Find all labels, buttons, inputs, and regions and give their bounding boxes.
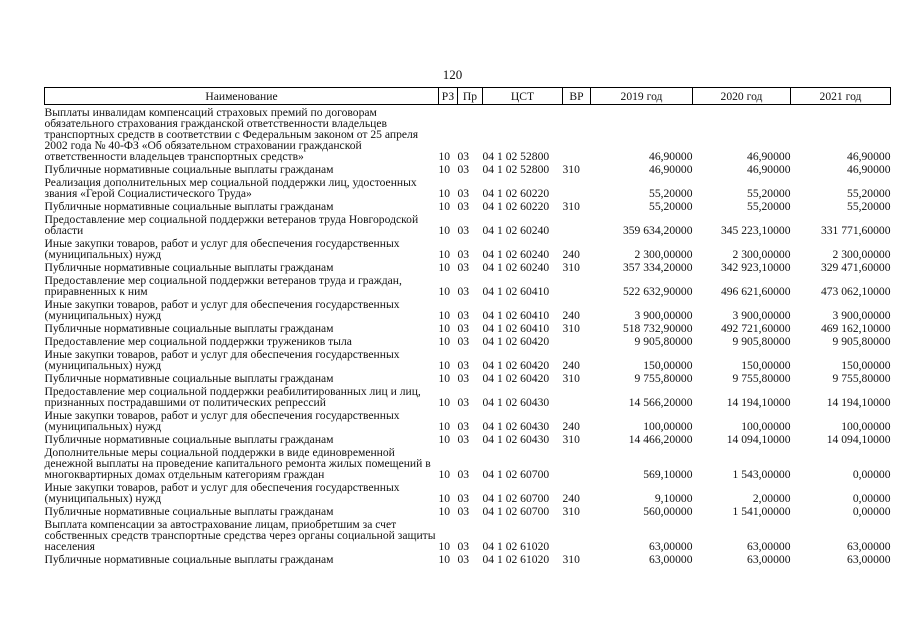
row-cst: 04 1 02 60240 [482,224,550,237]
row-rz: 10 [438,372,451,385]
row-rz: 10 [438,420,451,433]
row-pr: 03 [457,433,470,446]
row-vr: 240 [562,359,580,372]
column-header-vr: ВР [563,88,591,105]
row-rz: 10 [438,553,451,566]
row-rz: 10 [438,187,451,200]
row-vr [563,445,591,480]
table-row [45,260,891,273]
table-row [45,371,891,384]
row-value-2021: 63,00000 [847,540,891,553]
row-value-2019: 55,20000 [649,187,693,200]
row-vr: 240 [562,248,580,261]
row-name: Иные закупки товаров, работ и услуг для обеспечения государственных (муниципальных) нужд [44,481,400,505]
table-row [45,212,891,236]
row-value-2019: 14 566,20000 [628,396,693,409]
table-row [45,432,891,445]
row-value-2019: 522 632,90000 [622,285,693,298]
row-vr: 310 [562,261,580,274]
row-name: Публичные нормативные социальные выплаты гражданам [44,163,334,176]
row-name: Предоставление мер социальной поддержки реабилитированных лиц и лиц, признанных пострадавшими от политических репрессий [44,385,421,409]
row-value-2021: 0,00000 [852,505,891,518]
row-value-2019: 569,10000 [643,468,693,481]
row-value-2020: 3 900,00000 [732,309,791,322]
row-value-2021: 3 900,00000 [832,309,891,322]
row-pr: 03 [457,359,470,372]
row-pr: 03 [457,505,470,518]
table-row [45,480,891,504]
row-vr: 310 [562,505,580,518]
row-pr: 03 [457,150,470,163]
row-value-2020: 9 755,80000 [732,372,791,385]
row-vr: 310 [562,322,580,335]
table-row [45,236,891,260]
row-value-2019: 63,00000 [649,553,693,566]
row-vr [563,212,591,236]
column-header-2020: 2020 год [693,88,791,105]
row-name: Иные закупки товаров, работ и услуг для обеспечения государственных (муниципальных) нужд [44,237,400,261]
row-name: Публичные нормативные социальные выплаты гражданам [44,200,334,213]
row-vr [563,334,591,347]
row-rz: 10 [438,248,451,261]
row-rz: 10 [438,163,451,176]
row-rz: 10 [438,322,451,335]
row-value-2019: 9,10000 [654,492,693,505]
column-header-cst: ЦСТ [483,88,563,105]
row-name: Публичные нормативные социальные выплаты гражданам [44,372,334,385]
row-cst: 04 1 02 60420 [482,372,550,385]
table-row [45,297,891,321]
row-value-2019: 9 905,80000 [634,335,693,348]
row-vr [563,105,591,163]
row-pr: 03 [457,396,470,409]
row-name: Предоставление мер социальной поддержки ветеранов труда Новгородской области [44,213,419,237]
row-rz: 10 [438,505,451,518]
row-value-2021: 63,00000 [847,553,891,566]
row-value-2020: 1 541,00000 [732,505,791,518]
row-rz: 10 [438,200,451,213]
table-row [45,273,891,297]
row-pr: 03 [457,163,470,176]
row-value-2020: 55,20000 [747,200,791,213]
row-pr: 03 [457,468,470,481]
row-value-2021: 150,00000 [841,359,891,372]
row-name: Предоставление мер социальной поддержки тружеников тыла [44,335,352,348]
table-row [45,408,891,432]
row-name: Публичные нормативные социальные выплаты гражданам [44,261,334,274]
row-rz: 10 [438,335,451,348]
row-value-2019: 14 466,20000 [628,433,693,446]
budget-table [44,87,891,565]
row-cst: 04 1 02 60430 [482,396,550,409]
row-value-2021: 9 755,80000 [832,372,891,385]
row-value-2020: 342 923,10000 [720,261,791,274]
row-pr: 03 [457,200,470,213]
row-pr: 03 [457,224,470,237]
row-vr [563,273,591,297]
row-value-2020: 100,00000 [741,420,791,433]
table-row [45,199,891,212]
row-value-2021: 2 300,00000 [832,248,891,261]
table-row [45,504,891,517]
row-value-2019: 63,00000 [649,540,693,553]
row-value-2019: 46,90000 [649,150,693,163]
table-row [45,347,891,371]
row-rz: 10 [438,285,451,298]
row-cst: 04 1 02 52800 [482,163,550,176]
row-rz: 10 [438,468,451,481]
row-cst: 04 1 02 60700 [482,492,550,505]
row-value-2020: 46,90000 [747,163,791,176]
row-value-2021: 331 771,60000 [820,224,891,237]
row-rz: 10 [438,261,451,274]
table-row [45,334,891,347]
row-pr: 03 [457,309,470,322]
row-value-2020: 14 194,10000 [726,396,791,409]
column-header-2019: 2019 год [591,88,693,105]
row-name: Предоставление мер социальной поддержки ветеранов труда и граждан, приравненных к ним [44,274,402,298]
table-row [45,445,891,480]
row-name: Публичные нормативные социальные выплаты гражданам [44,322,334,335]
row-value-2020: 150,00000 [741,359,791,372]
row-name: Реализация дополнительных мер социальной поддержки лиц, удостоенных звания «Герой Социалистического Труда» [44,176,417,200]
row-cst: 04 1 02 60430 [482,420,550,433]
row-value-2020: 63,00000 [747,553,791,566]
row-rz: 10 [438,309,451,322]
row-name: Иные закупки товаров, работ и услуг для обеспечения государственных (муниципальных) нужд [44,348,400,372]
row-cst: 04 1 02 60420 [482,335,550,348]
row-value-2020: 492 721,60000 [720,322,791,335]
row-vr: 240 [562,309,580,322]
table-row [45,517,891,552]
row-value-2021: 14 094,10000 [826,433,891,446]
row-cst: 04 1 02 60240 [482,261,550,274]
row-rz: 10 [438,224,451,237]
row-pr: 03 [457,248,470,261]
row-value-2020: 14 094,10000 [726,433,791,446]
row-value-2020: 2 300,00000 [732,248,791,261]
row-pr: 03 [457,420,470,433]
row-value-2021: 469 162,10000 [820,322,891,335]
row-value-2020: 345 223,10000 [720,224,791,237]
row-vr: 310 [562,372,580,385]
row-value-2019: 2 300,00000 [634,248,693,261]
row-cst: 04 1 02 60240 [482,248,550,261]
row-value-2021: 0,00000 [852,492,891,505]
row-pr: 03 [457,261,470,274]
row-vr [563,517,591,552]
row-vr [563,175,591,199]
row-rz: 10 [438,433,451,446]
row-cst: 04 1 02 60220 [482,187,550,200]
column-header-pr: Пр [458,88,483,105]
row-name: Иные закупки товаров, работ и услуг для обеспечения государственных (муниципальных) нужд [44,409,400,433]
row-rz: 10 [438,540,451,553]
table-row [45,384,891,408]
row-pr: 03 [457,187,470,200]
row-value-2019: 3 900,00000 [634,309,693,322]
row-vr: 310 [562,163,580,176]
table-row [45,162,891,175]
row-name: Иные закупки товаров, работ и услуг для обеспечения государственных (муниципальных) нужд [44,298,400,322]
table-body [45,105,891,566]
row-pr: 03 [457,285,470,298]
row-value-2021: 473 062,10000 [820,285,891,298]
row-value-2019: 55,20000 [649,200,693,213]
row-cst: 04 1 02 60430 [482,433,550,446]
row-rz: 10 [438,150,451,163]
row-cst: 04 1 02 60410 [482,285,550,298]
row-value-2021: 14 194,10000 [826,396,891,409]
row-value-2021: 46,90000 [847,150,891,163]
column-header-2021: 2021 год [791,88,891,105]
row-name: Публичные нормативные социальные выплаты гражданам [44,553,334,566]
row-value-2020: 9 905,80000 [732,335,791,348]
row-pr: 03 [457,540,470,553]
row-cst: 04 1 02 52800 [482,150,550,163]
row-value-2021: 329 471,60000 [820,261,891,274]
row-value-2020: 1 543,00000 [732,468,791,481]
row-cst: 04 1 02 60420 [482,359,550,372]
row-cst: 04 1 02 60700 [482,505,550,518]
row-value-2020: 496 621,60000 [720,285,791,298]
row-cst: 04 1 02 60410 [482,322,550,335]
row-cst: 04 1 02 61020 [482,553,550,566]
row-value-2020: 2,00000 [752,492,791,505]
row-cst: 04 1 02 61020 [482,540,550,553]
row-vr: 310 [562,200,580,213]
row-vr [563,384,591,408]
row-value-2021: 9 905,80000 [832,335,891,348]
column-header-rz: РЗ [439,88,458,105]
row-value-2021: 46,90000 [847,163,891,176]
table-row [45,105,891,163]
row-value-2019: 150,00000 [643,359,693,372]
row-value-2021: 55,20000 [847,200,891,213]
row-value-2019: 560,00000 [643,505,693,518]
row-pr: 03 [457,335,470,348]
row-name: Публичные нормативные социальные выплаты гражданам [44,505,334,518]
column-header-name: Наименование [45,88,439,105]
row-vr: 240 [562,492,580,505]
row-value-2020: 46,90000 [747,150,791,163]
row-value-2021: 0,00000 [852,468,891,481]
row-rz: 10 [438,396,451,409]
row-pr: 03 [457,553,470,566]
row-vr: 310 [562,553,580,566]
row-value-2021: 55,20000 [847,187,891,200]
row-value-2019: 100,00000 [643,420,693,433]
row-value-2021: 100,00000 [841,420,891,433]
row-value-2019: 46,90000 [649,163,693,176]
row-pr: 03 [457,492,470,505]
table-row [45,175,891,199]
row-pr: 03 [457,322,470,335]
row-name: Выплата компенсации за автострахование лицам, приобретшим за счет собственных средств транспортные средства через органы социальной защиты населения [44,518,436,553]
table-header [45,88,891,105]
row-cst: 04 1 02 60410 [482,309,550,322]
row-value-2019: 359 634,20000 [622,224,693,237]
row-value-2019: 9 755,80000 [634,372,693,385]
row-value-2019: 518 732,90000 [622,322,693,335]
table-row [45,321,891,334]
row-vr: 240 [562,420,580,433]
row-rz: 10 [438,492,451,505]
row-value-2020: 63,00000 [747,540,791,553]
row-cst: 04 1 02 60700 [482,468,550,481]
row-name: Выплаты инвалидам компенсаций страховых премий по договорам обязательного страхования гражданской ответственности владельцев транспортных средств в соответствии с Федеральным законом от 25 апреля 2002 года № 40-ФЗ «Об обязательном страховании гражданской ответственности владельцев транспортных средств» [44,106,419,163]
row-rz: 10 [438,359,451,372]
row-cst: 04 1 02 60220 [482,200,550,213]
row-name: Публичные нормативные социальные выплаты гражданам [44,433,334,446]
row-pr: 03 [457,372,470,385]
row-vr: 310 [562,433,580,446]
table-row [45,552,891,565]
row-value-2019: 357 334,20000 [622,261,693,274]
row-name: Дополнительные меры социальной поддержки в виде единовременной денежной выплаты на проведение капитального ремонта жилых помещений в многоквартирных домах отдельным категориям граждан [44,446,431,481]
page-number: 120 [442,67,463,82]
row-value-2020: 55,20000 [747,187,791,200]
